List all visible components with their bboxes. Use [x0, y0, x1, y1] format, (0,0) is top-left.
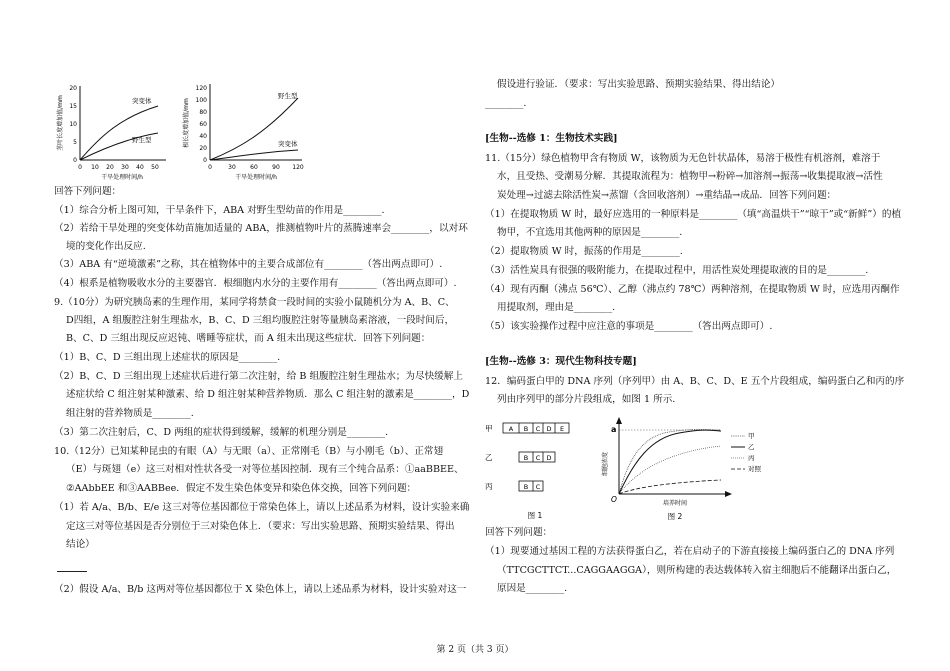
- text-line: 回答下列问题：: [54, 186, 122, 197]
- page-footer: 第 2 页（共 3 页）: [436, 645, 514, 655]
- section-heading-elective-1: [生物--选修 1：生物技术实践]: [485, 133, 618, 144]
- text-line: （1）现要通过基因工程的方法获得蛋白乙，若在启动子的下游直接接上编码蛋白乙的 DNA 序列: [485, 546, 895, 557]
- fig-a-xtick: 0: [78, 164, 82, 171]
- text-line: （2）提取物质 W 时，振荡的作用是________.: [485, 246, 683, 257]
- figure-root-growth: [180, 78, 310, 186]
- segment-label: C: [535, 454, 541, 462]
- segment-label: B: [523, 483, 529, 491]
- fig-b-label-wildtype: 野生型: [278, 92, 298, 100]
- fig-a-ytick: 5: [73, 139, 77, 146]
- text-line: （4）现有丙酮（沸点 56℃）、乙醇（沸点约 78℃）两种溶剂，在提取物质 W 时，应选用丙酮作: [485, 284, 900, 295]
- text-line: （1）在提取物质 W 时，最好应选用的一种原料是________（填“高温烘干”“晾干”或“新鲜”）的植: [485, 209, 902, 220]
- fig-b-ytick: 120: [195, 85, 207, 92]
- fig-b-label-mutant: 突变体: [278, 140, 298, 148]
- text-line: 物甲，不宜选用其他两种的原因是________.: [497, 227, 683, 238]
- segment-label: E: [559, 425, 565, 433]
- text-line: 水，且受热、受潮易分解．其提取流程为：植物甲→粉碎→加溶剂→振荡→收集提取液→活性: [497, 171, 883, 182]
- fig-b-ytick: 80: [199, 109, 207, 116]
- text-line: （5）该实验操作过程中应注意的事项是________（答出两点即可）.: [485, 321, 773, 332]
- text-line: 回答下列问题：: [485, 527, 553, 538]
- fig-b-ytick: 0: [203, 157, 207, 164]
- segment-label: B: [523, 425, 529, 433]
- segment-label: A: [508, 425, 514, 433]
- fig-b-ytick: 40: [199, 133, 207, 140]
- section-heading-elective-3: [生物--选修 3：现代生物科技专题]: [485, 356, 637, 367]
- question-11-line: 11.（15分）绿色植物甲含有物质 W，该物质为无色针状晶体，易溶于极性有机溶剂，难溶于: [485, 153, 881, 164]
- fig-a-xtick: 30: [121, 164, 129, 171]
- fig-a-ylabel: 茎叶长度增加值/mm: [57, 95, 64, 151]
- figure-2-culture-curves: [589, 416, 794, 524]
- fig-b-xtick: 90: [272, 164, 280, 171]
- text-line: （2）假设 A/a、B/b 这两对等位基因都位于 X 染色体上，请以上述品系为材料，设计实验对这一: [54, 584, 467, 595]
- segment-label: C: [535, 425, 541, 433]
- text-line: 组注射的营养物质是________.: [66, 408, 194, 419]
- axis-a-label: a: [611, 425, 617, 434]
- fig-a-xtick: 10: [91, 164, 99, 171]
- fig-b-curve-mutant: [210, 150, 298, 160]
- fig-a-ytick: 0: [73, 157, 77, 164]
- text-line: 列由序列甲的部分片段组成，如图 1 所示.: [497, 394, 676, 405]
- text-line: （3）活性炭具有很强的吸附能力，在提取过程中，用活性炭处理提取液的目的是________.: [485, 265, 869, 276]
- question-10-line: 10.（12分）已知某种昆虫的有眼（A）与无眼（a）、正常刚毛（B）与小刚毛（b）、正常翅: [54, 446, 444, 457]
- fig-a-xtick: 20: [106, 164, 114, 171]
- fig-b-xtick: 120: [292, 164, 304, 171]
- text-line: 结论）: [66, 539, 95, 550]
- fig-2-xlabel: 培养时间: [662, 500, 688, 507]
- question-12-line: 12．编码蛋白甲的 DNA 序列（序列甲）由 A、B、C、D、E 五个片段组成，编码蛋白乙和丙的序: [485, 376, 905, 387]
- fig-b-ytick: 60: [199, 121, 207, 128]
- figure-1-caption: 图 1: [527, 511, 543, 520]
- text-line: 用提取剂，理由是________.: [497, 302, 616, 313]
- fig-a-ytick: 20: [69, 85, 77, 92]
- text-line: （1）B、C、D 三组出现上述症状的原因是________.: [54, 352, 281, 363]
- text-line: （2）若给干旱处理的突变体幼苗施加适量的 ABA，推测植物叶片的蒸腾速率会________，以对环: [54, 223, 468, 234]
- text-line: （3）第二次注射后，C、D 两组的症状得到缓解，缓解的机理分别是________.: [54, 427, 389, 438]
- text-line: （4）根系是植物吸收水分的主要器官．根细胞内水分的主要作用有________（答出两点即可）.: [54, 278, 457, 289]
- fig-a-label-wildtype: 野生型: [132, 136, 152, 144]
- text-line: D四组，A 组腹腔注射生理盐水，B、C、D 三组均腹腔注射等量胰岛素溶液，一段时间后，: [66, 315, 455, 326]
- text-line: B、C、D 三组出现反应迟钝、嗜睡等症状，而 A 组未出现这些症状．回答下列问题：: [66, 333, 431, 344]
- legend-jia: 甲: [748, 432, 755, 440]
- text-line: 原因是________.: [497, 583, 568, 594]
- legend-control: 对照: [748, 465, 761, 473]
- legend-bing: 丙: [748, 454, 755, 462]
- text-line: （1）若 A/a、B/b、E/e 这三对等位基因都位于常染色体上，请以上述品系为材料，设计实验来确: [54, 502, 470, 513]
- fig-b-xtick: 0: [208, 164, 212, 171]
- origin-label: O: [611, 495, 617, 504]
- fig-b-xtick: 60: [250, 164, 258, 171]
- fig-a-label-mutant: 突变体: [132, 97, 152, 105]
- fig-a-ytick: 15: [69, 103, 77, 110]
- curve-jia: [619, 430, 721, 495]
- curve-bing: [619, 446, 721, 494]
- curve-control: [619, 480, 721, 494]
- fig-b-ytick: 20: [199, 145, 207, 152]
- fig-a-xtick: 50: [151, 164, 159, 171]
- legend-yi: 乙: [748, 443, 755, 451]
- text-line: 定这三对等位基因是否分别位于三对染色体上．（要求：写出实验思路、预期实验结果、得出: [66, 521, 455, 532]
- text-line: （E）与斑翅（e）这三对相对性状各受一对等位基因控制．现有三个纯合品系：①aaBBEE、: [66, 464, 464, 475]
- row-label-jia: 甲: [485, 424, 493, 433]
- text-line: 假设进行验证．（要求：写出实验思路、预期实验结果、得出结论）: [497, 79, 781, 90]
- segment-label: D: [546, 454, 552, 462]
- text-line: 炭处理→过滤去除活性炭→蒸馏（含回收溶剂）→重结晶→成品．回答下列问题：: [497, 190, 837, 201]
- text-line: ②AAbbEE 和③AABBee．假定不发生染色体变异和染色体交换，回答下列问题：: [66, 483, 417, 494]
- text-line: ________.: [485, 98, 527, 109]
- row-label-yi: 乙: [485, 453, 493, 462]
- fig-2-ylabel: 细胞浓度: [602, 451, 609, 477]
- answer-blank: [57, 571, 87, 572]
- curve-yi: [619, 430, 721, 494]
- fig-b-ytick: 100: [195, 97, 207, 104]
- fig-a-curve-mutant: [80, 106, 158, 160]
- text-line: （TTCGCTTCT...CAGGAAGGA），则所构建的表达载体转入宿主细胞后不能翻译出蛋白乙，: [497, 565, 897, 576]
- fig-a-xtick: 40: [136, 164, 144, 171]
- text-line: 述症状给 C 组注射某种激素、给 D 组注射某种营养物质．那么 C 组注射的激素是________，D: [66, 389, 470, 400]
- fig-b-ylabel: 根长度增加值/mm: [183, 98, 190, 148]
- figure-2-caption: 图 2: [667, 512, 683, 521]
- segment-label: B: [523, 454, 529, 462]
- text-line: 境的变化作出反应.: [66, 241, 146, 252]
- text-line: （3）ABA 有“逆境激素”之称，其在植物体中的主要合成部位有________（答出两点即可）.: [54, 259, 443, 270]
- fig-b-xlabel: 干旱处理时间/h: [235, 174, 277, 181]
- figure-stem-leaf-growth: [54, 78, 174, 186]
- fig-a-ytick: 10: [69, 121, 77, 128]
- text-line: （1）综合分析上图可知，干旱条件下，ABA 对野生型幼苗的作用是________.: [54, 205, 385, 216]
- question-9-line: 9.（10分）为研究胰岛素的生理作用，某同学将禁食一段时间的实验小鼠随机分为 A、B、C、: [54, 297, 455, 308]
- figure-1-dna-segments: [485, 418, 585, 523]
- row-label-bing: 丙: [485, 482, 493, 491]
- fig-a-xlabel: 干旱处理时间/h: [101, 174, 143, 181]
- segment-label: C: [535, 483, 541, 491]
- text-line: （2）B、C、D 三组出现上述症状后进行第二次注射，给 B 组腹腔注射生理盐水；为尽快缓解上: [54, 371, 463, 382]
- segment-label: D: [546, 425, 552, 433]
- fig-b-xtick: 30: [228, 164, 236, 171]
